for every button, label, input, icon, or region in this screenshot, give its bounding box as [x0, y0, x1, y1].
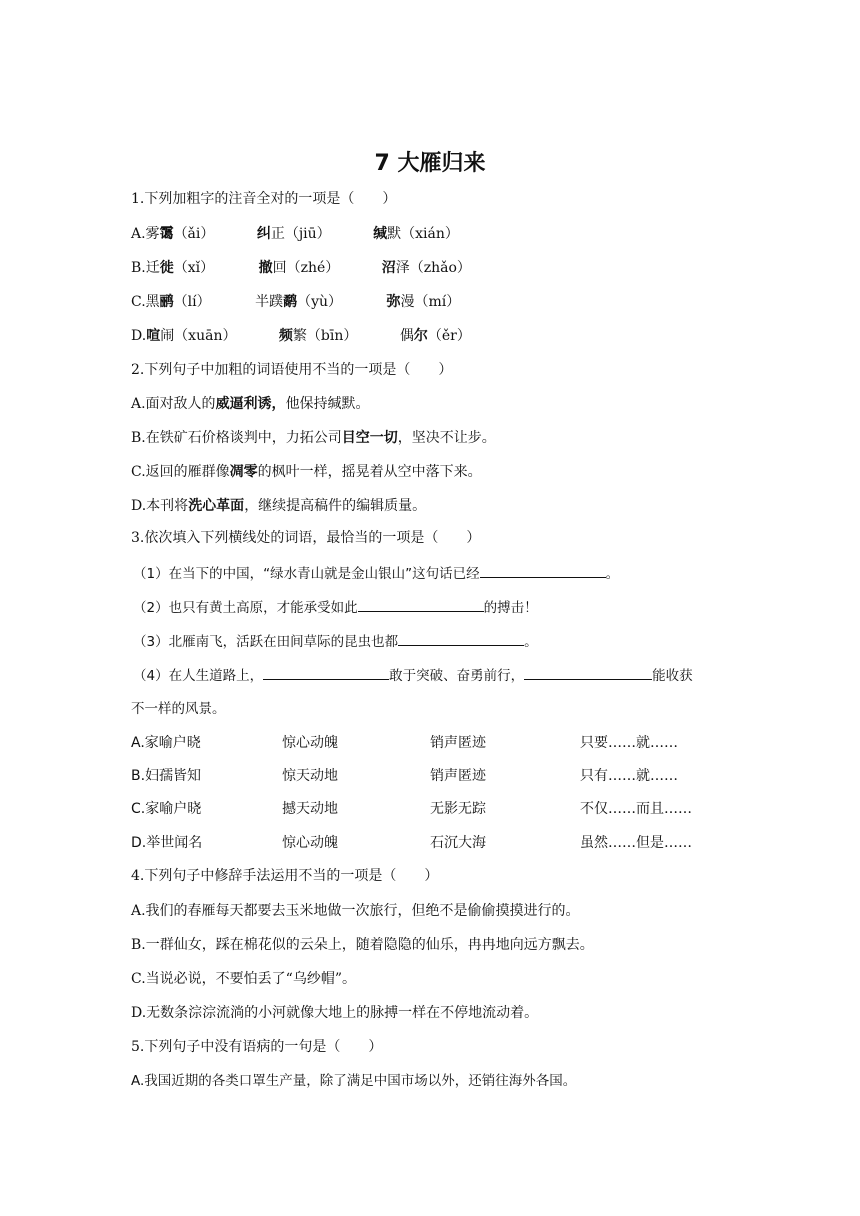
q3-sentence-4-cont: 不一样的风景。 [131, 701, 226, 717]
q2-option-d: D.本刊将洗心革面，继续提高稿件的编辑质量。 [131, 498, 427, 514]
q3-sentence-1: （1）在当下的中国，“绿水青山就是金山银山”这句话已经 。 [133, 563, 619, 584]
answer-blank [398, 631, 524, 646]
q3-sentence-4: （4）在人生道路上， 敢于突破、奋勇前行， 能收获 [133, 665, 693, 686]
answer-blank [263, 665, 389, 680]
q1-stem: 1.下列加粗字的注音全对的一项是（ ） [131, 191, 397, 207]
q1-option-b: B.迁徙（xǐ） 撤回（zhé） 沼泽（zhǎo） [131, 260, 471, 276]
q4-option-c: C.当说必说，不要怕丢了“乌纱帽”。 [131, 971, 356, 987]
q2-option-b: B.在铁矿石价格谈判中，力拓公司目空一切，坚决不让步。 [131, 430, 496, 446]
q3-sentence-3: （3）北雁南飞，活跃在田间草际的昆虫也都 。 [133, 631, 538, 652]
q4-option-d: D.无数条淙淙流淌的小河就像大地上的脉搏一样在不停地流动着。 [131, 1005, 539, 1021]
q1-option-d: D.喧闹（xuān） 频繁（bīn） 偶尔（ěr） [131, 328, 471, 344]
answer-blank [480, 563, 606, 578]
q4-option-b: B.一群仙女，踩在棉花似的云朵上，随着隐隐的仙乐，冉冉地向远方飘去。 [131, 937, 594, 953]
q4-option-a: A.我们的春雁每天都要去玉米地做一次旅行，但绝不是偷偷摸摸进行的。 [131, 903, 580, 919]
q3-sentence-2: （2）也只有黄土高原，才能承受如此 的搏击！ [133, 597, 538, 618]
q3-stem: 3.依次填入下列横线处的词语，最恰当的一项是（ ） [131, 530, 481, 546]
q1-option-c: C.黑鹂（lí） 半蹼鹬（yù） 弥漫（mí） [131, 294, 461, 310]
q5-option-a: A.我国近期的各类口罩生产量，除了满足中国市场以外，还销往海外各国。 [131, 1073, 577, 1089]
q2-option-a: A.面对敌人的威逼利诱，他保持缄默。 [131, 396, 370, 412]
q5-stem: 5.下列句子中没有语病的一句是（ ） [131, 1039, 383, 1055]
q4-stem: 4.下列句子中修辞手法运用不当的一项是（ ） [131, 868, 439, 884]
document-page: 7 大雁归来 1.下列加粗字的注音全对的一项是（ ） A.雾霭（ǎi） 纠正（jiū） 缄默（xián） B.迁徙（xǐ） 撤回（zhé） 沼泽（zhǎo） C.黑鹂（lí） 半蹼鹬（yù） 弥漫（mí） D.喧闹（xuān） 频繁（bīn） 偶尔（ěr） 2.下列句子中加粗的词语使用不当的一项是（ ） A.面对敌人的威逼利诱，他保持缄默。 B.在铁矿石价格谈判中，力拓公司目空一切，坚决不让步。 C.返回的雁群像凋零的枫叶一样，摇晃着从空中落下来。 D.本刊将洗心革面，继续提高稿件的编辑质量。 3.依次填入下列横线处的词语，最恰当的一项是（ ） （1）在当下的中国，“绿水青山就是金山银山”这句话已经 。 （2）也只有黄土高原，才能承受如此 的搏击！ （3）北雁南飞，活跃在田间草际的昆虫也都 。 （4）在人生道路上， 敢于突破、奋勇前行， 能收获 不一样的风景。 A.家喻户晓 惊心动魄 销声匿迹 只要……就…… B.妇孺皆知 惊天动地 销声匿迹 只有……就…… C.家喻户晓 撼天动地 无影无踪 不仅……而且…… D.举世闻名 惊心动魄 石沉大海 虽然……但是…… 4.下列句子中修辞手法运用不当的一项是（ ） A.我们的春雁每天都要去玉米地做一次旅行，但绝不是偷偷摸摸进行的。 B.一群仙女，踩在棉花似的云朵上，随着隐隐的仙乐，冉冉地向远方飘去。 C.当说必说，不要怕丢了“乌纱帽”。 D.无数条淙淙流淌的小河就像大地上的脉搏一样在不停地流动着。 5.下列句子中没有语病的一句是（ ） A.我国近期的各类口罩生产量，除了满足中国市场以外，还销往海外各国。 [0, 0, 860, 1216]
q2-option-c: C.返回的雁群像凋零的枫叶一样，摇晃着从空中落下来。 [131, 464, 482, 480]
answer-blank [358, 597, 484, 612]
q2-stem: 2.下列句子中加粗的词语使用不当的一项是（ ） [131, 362, 453, 378]
q1-option-a: A.雾霭（ǎi） 纠正（jiū） 缄默（xián） [131, 226, 459, 242]
answer-blank [524, 665, 652, 680]
document-title: 7 大雁归来 [374, 151, 486, 176]
